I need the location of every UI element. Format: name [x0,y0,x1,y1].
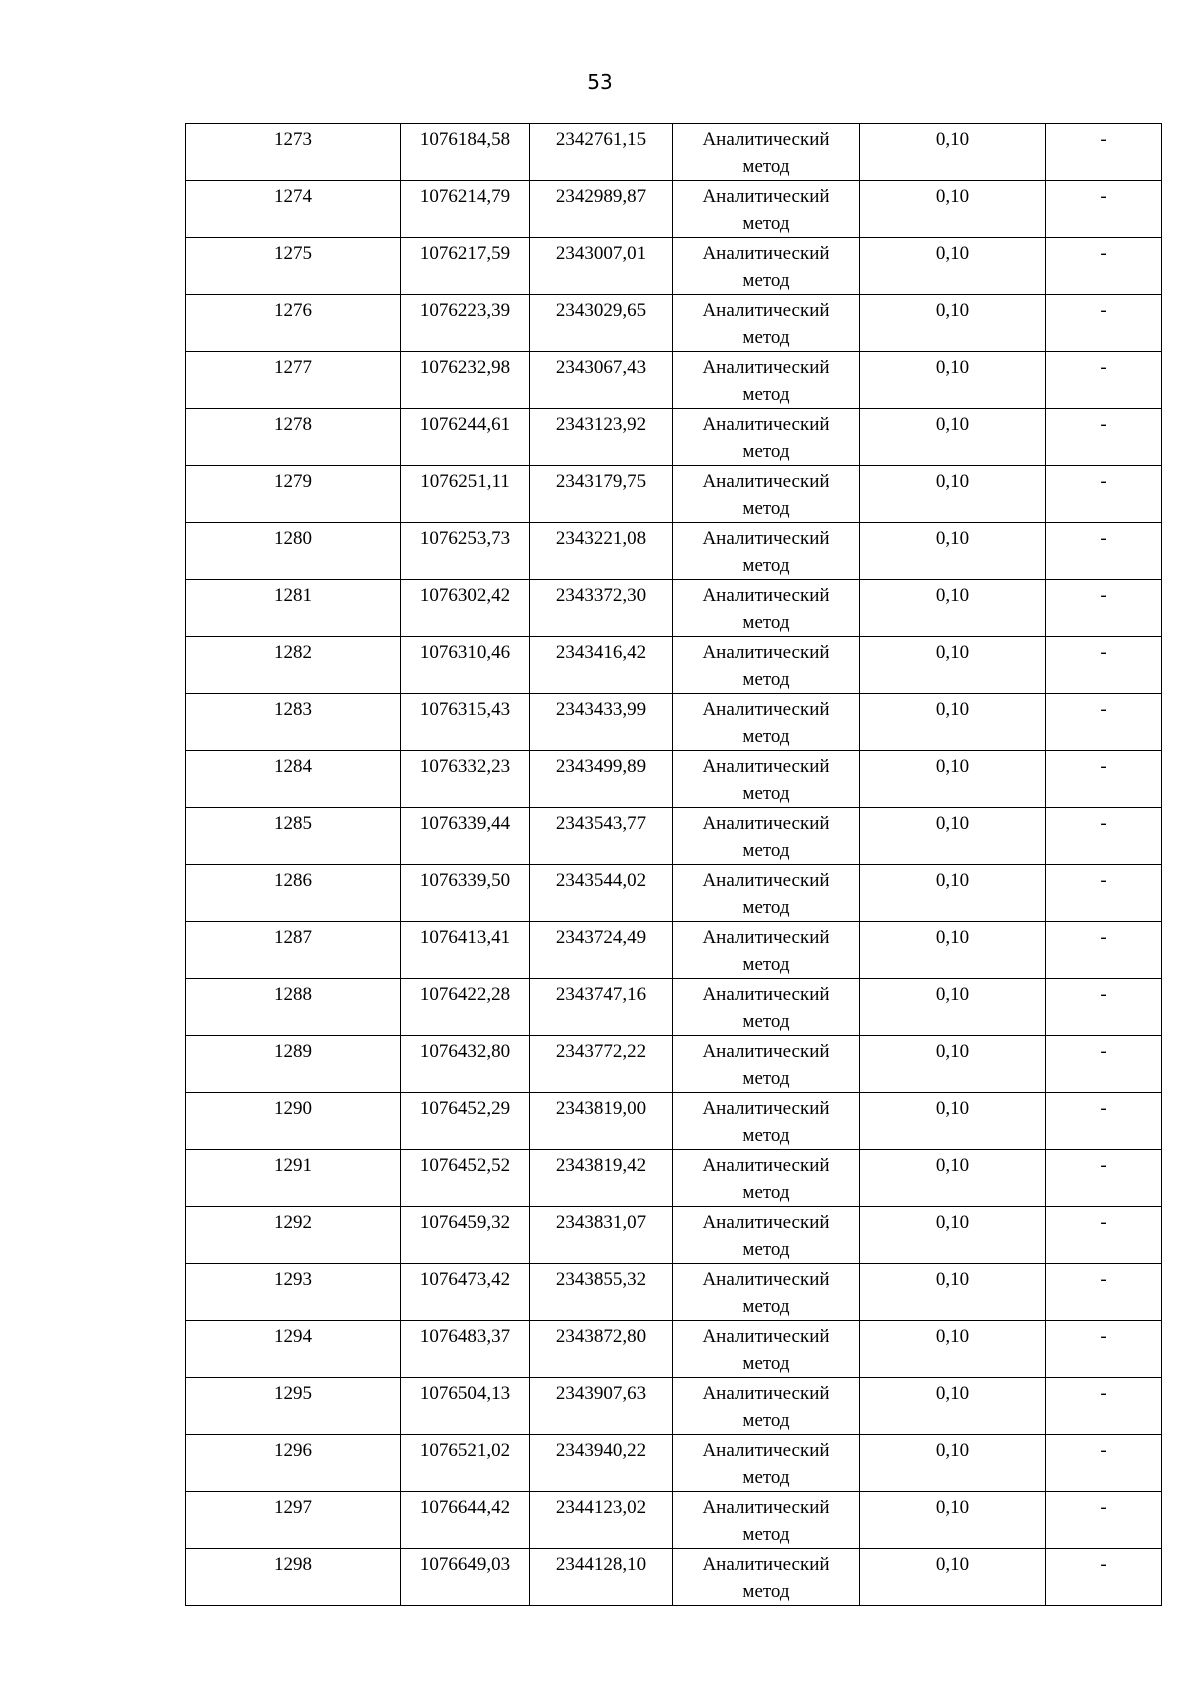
method-cell [673,1378,860,1435]
accuracy-cell: 0,10 [860,580,1046,637]
table-row [186,409,1162,466]
note-cell: - [1046,1264,1162,1321]
method-line-2: метод [742,1182,790,1203]
method-cell [673,1435,860,1492]
y-coordinate-cell: 2343416,42 [530,637,673,694]
point-number-cell: 1290 [186,1093,401,1150]
x-coordinate-cell: 1076483,37 [401,1321,530,1378]
note-cell: - [1046,808,1162,865]
table-row [186,466,1162,523]
table-row [186,979,1162,1036]
method-line-1: Аналитический [702,642,830,663]
method-cell [673,352,860,409]
x-coordinate-cell: 1076339,50 [401,865,530,922]
point-number-cell: 1287 [186,922,401,979]
accuracy-cell: 0,10 [860,409,1046,466]
accuracy-cell: 0,10 [860,865,1046,922]
accuracy-cell: 0,10 [860,1492,1046,1549]
table-row [186,1150,1162,1207]
method-line-2: метод [742,1524,790,1545]
x-coordinate-cell: 1076432,80 [401,1036,530,1093]
method-cell [673,1207,860,1264]
method-line-1: Аналитический [702,300,830,321]
method-line-1: Аналитический [702,870,830,891]
y-coordinate-cell: 2343940,22 [530,1435,673,1492]
method-line-2: метод [742,612,790,633]
method-line-2: метод [742,498,790,519]
point-number-cell: 1285 [186,808,401,865]
method-line-1: Аналитический [702,813,830,834]
note-cell: - [1046,124,1162,181]
y-coordinate-cell: 2343855,32 [530,1264,673,1321]
point-number-cell: 1276 [186,295,401,352]
x-coordinate-cell: 1076339,44 [401,808,530,865]
point-number-cell: 1296 [186,1435,401,1492]
y-coordinate-cell: 2343772,22 [530,1036,673,1093]
method-line-1: Аналитический [702,1554,830,1575]
method-line-2: метод [742,1125,790,1146]
table-row [186,637,1162,694]
note-cell: - [1046,1492,1162,1549]
method-line-2: метод [742,555,790,576]
table-row [186,352,1162,409]
table-row [186,295,1162,352]
note-cell: - [1046,295,1162,352]
method-line-2: метод [742,1011,790,1032]
method-line-1: Аналитический [702,471,830,492]
method-cell [673,181,860,238]
point-number-cell: 1281 [186,580,401,637]
method-line-1: Аналитический [702,243,830,264]
point-number-cell: 1275 [186,238,401,295]
point-number-cell: 1292 [186,1207,401,1264]
note-cell: - [1046,466,1162,523]
method-cell [673,1150,860,1207]
point-number-cell: 1294 [186,1321,401,1378]
method-cell [673,523,860,580]
method-cell [673,637,860,694]
y-coordinate-cell: 2343029,65 [530,295,673,352]
method-line-2: метод [742,156,790,177]
method-line-2: метод [742,783,790,804]
x-coordinate-cell: 1076521,02 [401,1435,530,1492]
x-coordinate-cell: 1076184,58 [401,124,530,181]
method-cell [673,694,860,751]
method-line-2: метод [742,726,790,747]
x-coordinate-cell: 1076649,03 [401,1549,530,1606]
method-cell [673,466,860,523]
y-coordinate-cell: 2343831,07 [530,1207,673,1264]
note-cell: - [1046,352,1162,409]
table-row [186,1321,1162,1378]
method-line-2: метод [742,441,790,462]
method-cell [673,751,860,808]
point-number-cell: 1284 [186,751,401,808]
table-row [186,1093,1162,1150]
accuracy-cell: 0,10 [860,1549,1046,1606]
method-line-1: Аналитический [702,414,830,435]
point-number-cell: 1279 [186,466,401,523]
method-line-1: Аналитический [702,1269,830,1290]
table-row [186,1207,1162,1264]
y-coordinate-cell: 2344123,02 [530,1492,673,1549]
note-cell: - [1046,751,1162,808]
y-coordinate-cell: 2343819,42 [530,1150,673,1207]
accuracy-cell: 0,10 [860,466,1046,523]
point-number-cell: 1298 [186,1549,401,1606]
point-number-cell: 1277 [186,352,401,409]
y-coordinate-cell: 2344128,10 [530,1549,673,1606]
accuracy-cell: 0,10 [860,1207,1046,1264]
y-coordinate-cell: 2342761,15 [530,124,673,181]
point-number-cell: 1273 [186,124,401,181]
accuracy-cell: 0,10 [860,1036,1046,1093]
method-line-2: метод [742,897,790,918]
method-cell [673,922,860,979]
y-coordinate-cell: 2343819,00 [530,1093,673,1150]
point-number-cell: 1293 [186,1264,401,1321]
y-coordinate-cell: 2343544,02 [530,865,673,922]
table-row [186,1435,1162,1492]
method-line-1: Аналитический [702,1098,830,1119]
y-coordinate-cell: 2343872,80 [530,1321,673,1378]
method-line-1: Аналитический [702,1041,830,1062]
method-line-2: метод [742,1581,790,1602]
point-number-cell: 1291 [186,1150,401,1207]
note-cell: - [1046,979,1162,1036]
method-cell [673,1264,860,1321]
note-cell: - [1046,1549,1162,1606]
x-coordinate-cell: 1076232,98 [401,352,530,409]
method-line-1: Аналитический [702,1155,830,1176]
point-number-cell: 1274 [186,181,401,238]
x-coordinate-cell: 1076315,43 [401,694,530,751]
note-cell: - [1046,181,1162,238]
table-row [186,124,1162,181]
method-cell [673,1036,860,1093]
x-coordinate-cell: 1076452,29 [401,1093,530,1150]
x-coordinate-cell: 1076214,79 [401,181,530,238]
y-coordinate-cell: 2343007,01 [530,238,673,295]
y-coordinate-cell: 2343433,99 [530,694,673,751]
note-cell: - [1046,238,1162,295]
method-cell [673,1549,860,1606]
note-cell: - [1046,1207,1162,1264]
x-coordinate-cell: 1076504,13 [401,1378,530,1435]
method-line-1: Аналитический [702,357,830,378]
y-coordinate-cell: 2343499,89 [530,751,673,808]
method-line-1: Аналитический [702,1440,830,1461]
y-coordinate-cell: 2343221,08 [530,523,673,580]
table-body [186,124,1162,1606]
method-line-2: метод [742,1068,790,1089]
method-line-1: Аналитический [702,984,830,1005]
x-coordinate-cell: 1076644,42 [401,1492,530,1549]
method-cell [673,580,860,637]
table-row [186,808,1162,865]
table-row [186,181,1162,238]
accuracy-cell: 0,10 [860,352,1046,409]
x-coordinate-cell: 1076251,11 [401,466,530,523]
method-line-1: Аналитический [702,1383,830,1404]
y-coordinate-cell: 2343067,43 [530,352,673,409]
accuracy-cell: 0,10 [860,295,1046,352]
table-row [186,523,1162,580]
accuracy-cell: 0,10 [860,1321,1046,1378]
point-number-cell: 1286 [186,865,401,922]
accuracy-cell: 0,10 [860,238,1046,295]
note-cell: - [1046,922,1162,979]
note-cell: - [1046,1150,1162,1207]
point-number-cell: 1283 [186,694,401,751]
accuracy-cell: 0,10 [860,1150,1046,1207]
method-line-1: Аналитический [702,129,830,150]
note-cell: - [1046,1036,1162,1093]
note-cell: - [1046,1435,1162,1492]
method-cell [673,295,860,352]
x-coordinate-cell: 1076223,39 [401,295,530,352]
x-coordinate-cell: 1076332,23 [401,751,530,808]
y-coordinate-cell: 2343372,30 [530,580,673,637]
x-coordinate-cell: 1076459,32 [401,1207,530,1264]
y-coordinate-cell: 2343123,92 [530,409,673,466]
x-coordinate-cell: 1076452,52 [401,1150,530,1207]
method-line-2: метод [742,1353,790,1374]
table-row [186,1264,1162,1321]
table-row [186,580,1162,637]
point-number-cell: 1289 [186,1036,401,1093]
method-line-2: метод [742,1410,790,1431]
table-row [186,1378,1162,1435]
method-line-1: Аналитический [702,756,830,777]
method-line-1: Аналитический [702,528,830,549]
method-line-2: метод [742,1467,790,1488]
method-line-2: метод [742,327,790,348]
x-coordinate-cell: 1076244,61 [401,409,530,466]
method-line-1: Аналитический [702,1497,830,1518]
x-coordinate-cell: 1076217,59 [401,238,530,295]
y-coordinate-cell: 2343724,49 [530,922,673,979]
note-cell: - [1046,865,1162,922]
method-cell [673,808,860,865]
point-number-cell: 1288 [186,979,401,1036]
accuracy-cell: 0,10 [860,523,1046,580]
x-coordinate-cell: 1076310,46 [401,637,530,694]
note-cell: - [1046,580,1162,637]
method-line-2: метод [742,213,790,234]
accuracy-cell: 0,10 [860,694,1046,751]
method-line-1: Аналитический [702,585,830,606]
note-cell: - [1046,523,1162,580]
method-line-2: метод [742,954,790,975]
note-cell: - [1046,1093,1162,1150]
method-cell [673,1093,860,1150]
x-coordinate-cell: 1076253,73 [401,523,530,580]
y-coordinate-cell: 2343543,77 [530,808,673,865]
table-row [186,1492,1162,1549]
table-row [186,751,1162,808]
method-line-2: метод [742,1239,790,1260]
table-row [186,865,1162,922]
point-number-cell: 1297 [186,1492,401,1549]
method-cell [673,409,860,466]
method-cell [673,124,860,181]
coordinates-table [185,123,1162,1606]
table-row [186,238,1162,295]
table-row [186,694,1162,751]
accuracy-cell: 0,10 [860,922,1046,979]
method-cell [673,979,860,1036]
accuracy-cell: 0,10 [860,1378,1046,1435]
page-number: 53 [587,70,613,94]
note-cell: - [1046,1378,1162,1435]
x-coordinate-cell: 1076473,42 [401,1264,530,1321]
method-line-2: метод [742,669,790,690]
method-line-1: Аналитический [702,186,830,207]
point-number-cell: 1295 [186,1378,401,1435]
method-line-1: Аналитический [702,1326,830,1347]
accuracy-cell: 0,10 [860,979,1046,1036]
x-coordinate-cell: 1076302,42 [401,580,530,637]
note-cell: - [1046,409,1162,466]
accuracy-cell: 0,10 [860,808,1046,865]
method-cell [673,1321,860,1378]
point-number-cell: 1278 [186,409,401,466]
method-cell [673,238,860,295]
note-cell: - [1046,694,1162,751]
x-coordinate-cell: 1076413,41 [401,922,530,979]
note-cell: - [1046,1321,1162,1378]
point-number-cell: 1282 [186,637,401,694]
method-cell [673,865,860,922]
y-coordinate-cell: 2343907,63 [530,1378,673,1435]
method-line-2: метод [742,840,790,861]
method-line-1: Аналитический [702,699,830,720]
method-line-1: Аналитический [702,927,830,948]
accuracy-cell: 0,10 [860,751,1046,808]
method-line-2: метод [742,1296,790,1317]
method-line-2: метод [742,384,790,405]
accuracy-cell: 0,10 [860,1093,1046,1150]
table-row [186,1549,1162,1606]
accuracy-cell: 0,10 [860,637,1046,694]
note-cell: - [1046,637,1162,694]
accuracy-cell: 0,10 [860,1435,1046,1492]
method-line-1: Аналитический [702,1212,830,1233]
accuracy-cell: 0,10 [860,1264,1046,1321]
method-cell [673,1492,860,1549]
accuracy-cell: 0,10 [860,181,1046,238]
point-number-cell: 1280 [186,523,401,580]
x-coordinate-cell: 1076422,28 [401,979,530,1036]
accuracy-cell: 0,10 [860,124,1046,181]
y-coordinate-cell: 2343747,16 [530,979,673,1036]
table-row [186,922,1162,979]
method-line-2: метод [742,270,790,291]
y-coordinate-cell: 2342989,87 [530,181,673,238]
table-row [186,1036,1162,1093]
y-coordinate-cell: 2343179,75 [530,466,673,523]
